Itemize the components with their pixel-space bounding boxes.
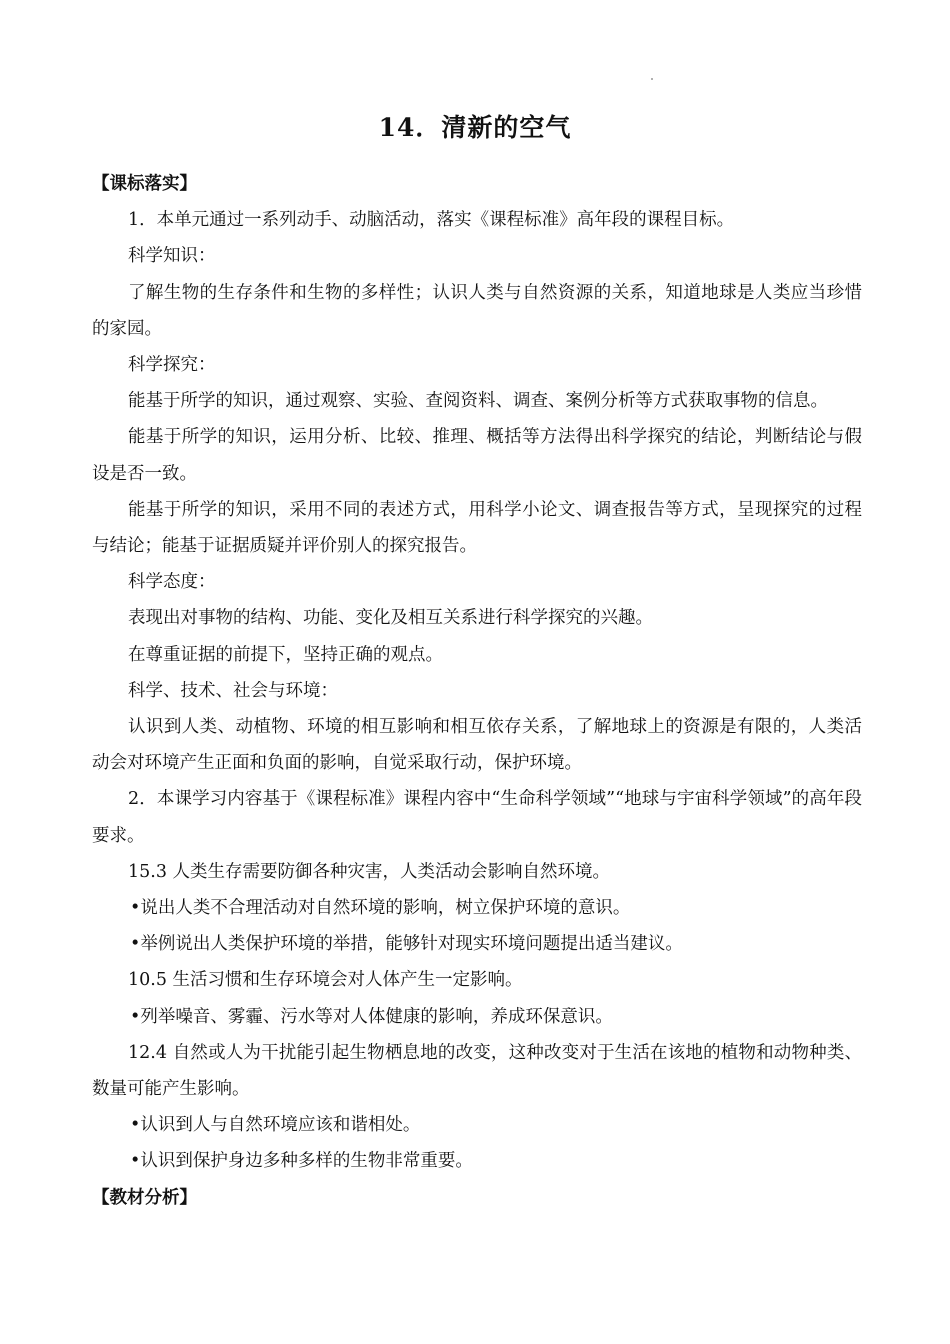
paragraph: 表现出对事物的结构、功能、变化及相互关系进行科学探究的兴趣。 — [128, 608, 653, 629]
standard-item: 12.4 自然或人为干扰能引起生物栖息地的改变，这种改变对于生活在该地的植物和动物种类、数量可能产生影响。 — [92, 1042, 862, 1100]
section-heading-curriculum: 【课标落实】 — [92, 174, 197, 194]
subheading-science-knowledge: 科学知识： — [128, 246, 216, 267]
bullet-item: •列举噪音、雾霾、污水等对人体健康的影响，养成环保意识。 — [130, 1006, 613, 1027]
section-heading-textbook-analysis: 【教材分析】 — [92, 1187, 197, 1208]
bullet-item: •说出人类不合理活动对自然环境的影响，树立保护环境的意识。 — [130, 898, 631, 919]
subheading-science-inquiry: 科学探究： — [128, 355, 216, 376]
paragraph: 在尊重证据的前提下，坚持正确的观点。 — [128, 644, 443, 665]
document-body — [92, 166, 862, 1216]
paragraph: 认识到人类、动植物、环境的相互影响和相互依存关系，了解地球上的资源是有限的，人类活动会对环境产生正面和负面的影响，自觉采取行动，保护环境。 — [92, 717, 862, 774]
paragraph: 能基于所学的知识，运用分析、比较、推理、概括等方法得出科学探究的结论，判断结论与假设是否一致。 — [92, 427, 862, 484]
standard-item: 15.3 人类生存需要防御各种灾害，人类活动会影响自然环境。 — [128, 861, 611, 882]
paragraph: 了解生物的生存条件和生物的多样性；认识人类与自然资源的关系，知道地球是人类应当珍惜的家园。 — [92, 282, 862, 339]
bullet-item: •认识到保护身边多种多样的生物非常重要。 — [130, 1151, 473, 1172]
stray-mark — [651, 78, 653, 80]
subheading-stse: 科学、技术、社会与环境： — [128, 680, 338, 701]
paragraph: 能基于所学的知识，采用不同的表述方式，用科学小论文、调查报告等方式，呈现探究的过程与结论；能基于证据质疑并评价别人的探究报告。 — [92, 499, 862, 557]
paragraph: 1．本单元通过一系列动手、动脑活动，落实《课程标准》高年段的课程目标。 — [128, 210, 735, 231]
page-title: 14．清新的空气 — [378, 113, 572, 142]
standard-item: 10.5 生活习惯和生存环境会对人体产生一定影响。 — [128, 970, 523, 991]
paragraph: 2．本课学习内容基于《课程标准》课程内容中“生命科学领域”“地球与宇宙科学领域”的高年段要求。 — [92, 789, 862, 846]
subheading-science-attitude: 科学态度： — [128, 572, 216, 593]
bullet-item: •认识到人与自然环境应该和谐相处。 — [130, 1115, 421, 1136]
bullet-item: •举例说出人类保护环境的举措，能够针对现实环境问题提出适当建议。 — [130, 934, 683, 955]
paragraph: 能基于所学的知识，通过观察、实验、查阅资料、调查、案例分析等方式获取事物的信息。 — [128, 391, 828, 412]
